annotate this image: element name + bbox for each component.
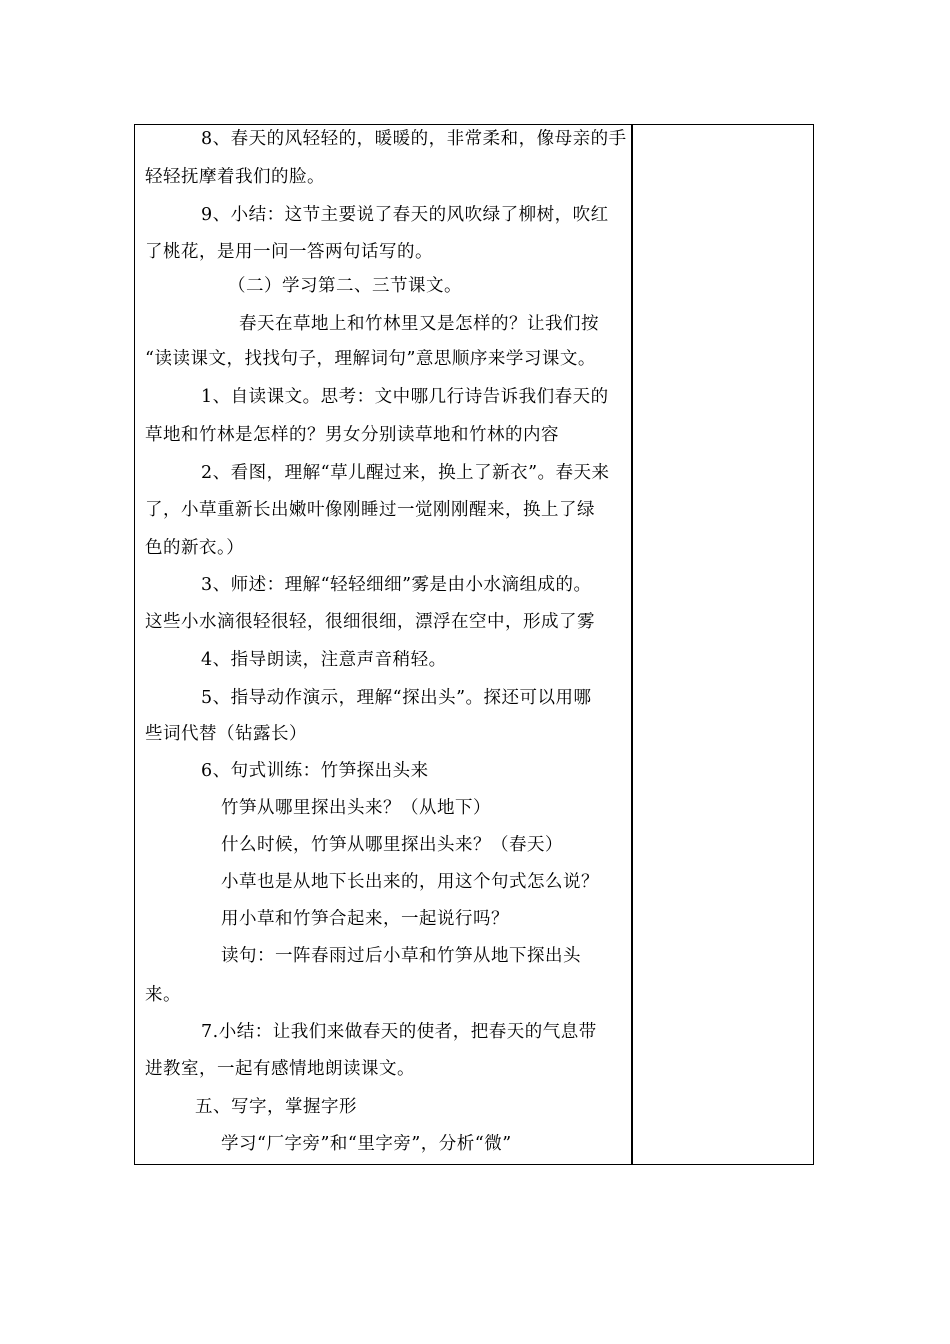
text-line: 4、指导朗读，注意声音稍轻。 <box>201 650 447 670</box>
section-heading: 五、写字，掌握字形 <box>195 1097 357 1117</box>
text-line: 读句：一阵春雨过后小草和竹笋从地下探出头 <box>221 946 581 966</box>
text-line: 竹笋从哪里探出头来？（从地下） <box>221 798 491 818</box>
text-line: 色的新衣。） <box>145 538 245 558</box>
text-line: “读读课文，找找句子，理解词句”意思顺序来学习课文。 <box>145 349 596 369</box>
text-line: 用小草和竹笋合起来，一起说行吗？ <box>221 909 509 929</box>
text-line: 草地和竹林是怎样的？男女分别读草地和竹林的内容 <box>145 425 559 445</box>
lesson-plan-table <box>134 124 814 1165</box>
text-line: 3、师述：理解“轻轻细细”雾是由小水滴组成的。 <box>201 575 592 595</box>
text-line: 小草也是从地下长出来的，用这个句式怎么说？ <box>221 872 599 892</box>
lesson-content-cell <box>135 125 631 1164</box>
text-line: 学习“厂字旁”和“里字旁”，分析“微” <box>221 1134 512 1154</box>
text-line: 进教室，一起有感情地朗读课文。 <box>145 1059 415 1079</box>
text-line: 1、自读课文。思考：文中哪几行诗告诉我们春天的 <box>201 387 609 407</box>
text-line: 6、句式训练：竹笋探出头来 <box>201 761 429 781</box>
text-line: 轻轻抚摩着我们的脸。 <box>145 167 325 187</box>
text-line: 春天在草地上和竹林里又是怎样的？让我们按 <box>239 314 599 334</box>
section-heading: （二）学习第二、三节课文。 <box>228 276 462 296</box>
text-line: 2、看图，理解“草儿醒过来，换上了新衣”。春天来 <box>201 463 610 483</box>
text-line: 什么时候，竹笋从哪里探出头来？（春天） <box>221 835 563 855</box>
text-line: 9、小结：这节主要说了春天的风吹绿了柳树，吹红 <box>201 205 609 225</box>
text-line: 8、春天的风轻轻的，暖暖的，非常柔和，像母亲的手 <box>201 129 627 149</box>
text-line: 来。 <box>145 985 181 1005</box>
text-line: 5、指导动作演示，理解“探出头”。探还可以用哪 <box>201 688 592 708</box>
text-line: 了，小草重新长出嫩叶像刚睡过一觉刚刚醒来，换上了绿 <box>145 500 595 520</box>
text-line: 这些小水滴很轻很轻，很细很细，漂浮在空中，形成了雾 <box>145 612 595 632</box>
text-line: 7.小结：让我们来做春天的使者，把春天的气息带 <box>201 1022 597 1042</box>
text-line: 了桃花，是用一问一答两句话写的。 <box>145 242 433 262</box>
text-line: 些词代替（钻露长） <box>145 724 307 744</box>
notes-cell <box>633 125 813 1164</box>
